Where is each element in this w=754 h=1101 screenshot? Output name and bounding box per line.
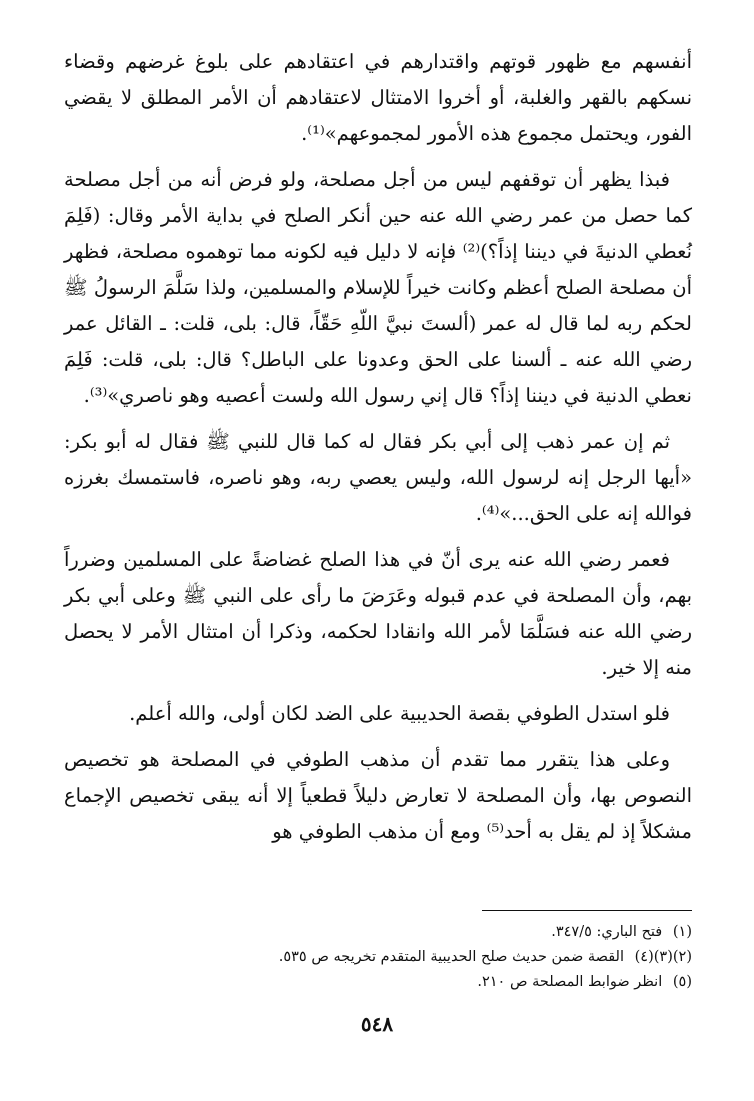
footnote-text: انظر ضوابط المصلحة ص ٢١٠. [477,974,663,990]
footnote-1 [64,920,692,945]
footnote-number: (٥) [672,974,692,990]
paragraph-5: فلو استدل الطوفي بقصة الحديبية على الضد لكان أولى، والله أعلم. [129,702,670,725]
paragraph-3: ثم إن عمر ذهب إلى أبي بكر فقال له كما قال للنبي ﷺ فقال له أبو بكر: «أيها الرجل إنه لرسول الله، وليس يعصي ربه، وهو ناصره، فاستمسك بغرزه فوالله إنه على الحق...»⁽⁴⁾. [64,430,692,525]
footnote-divider [482,910,692,911]
paragraph-6: وعلى هذا يتقرر مما تقدم أن مذهب الطوفي في المصلحة هو تخصيص النصوص بها، وأن المصلحة لا تعارض دليلاً قطعياً إلا أنه يبقى تخصيص الإجماع مشكلاً إذ لم يقل به أحد⁽⁵⁾ ومع أن مذهب الطوفي هو [64,748,692,843]
body-text [64,44,692,850]
footnote-number: (١) [672,924,692,940]
page-number: ٥٤٨ [360,1012,394,1036]
paragraph-4: فعمر رضي الله عنه يرى أنّ في هذا الصلح غضاضةً على المسلمين وضرراً بهم، وأن المصلحة في عدم قبوله وعَرَضَ ما رأى على النبي ﷺ وعلى أبي بكر رضي الله عنه فسَلَّمَا لأمر الله وانقادا لحكمه، وذكرا أن امتثال الأمر لا يحصل منه إلا خير. [64,548,692,679]
footnote-3 [64,970,692,995]
footnote-number: (٢)(٣)(٤) [634,949,692,965]
paragraph-2: فبذا يظهر أن توقفهم ليس من أجل مصلحة، ولو فرض أنه من أجل مصلحة كما حصل من عمر رضي الله عنه حين أنكر الصلح في بداية الأمر وقال: (فَلِمَ نُعطي الدنيةَ في ديننا إذاً؟)⁽²⁾ فإنه لا دليل فيه لكونه مما توهموه مصلحة، فظهر أن مصلحة الصلح أعظم وكانت خيراً للإسلام والمسلمين، ولذا سَلَّمَ الرسولُ ﷺ لحكم ربه لما قال له عمر (ألستَ نبيَّ اللّهِ حَقّاً، قال: بلى، قلت: ـ القائل عمر رضي الله عنه ـ ألسنا على الحق وعدونا على الباطل؟ قال: بلى، قلت: فَلِمَ نعطي الدنية في ديننا إذاً؟ قال إني رسول الله ولست أعصيه وهو ناصري»⁽³⁾. [64,168,692,407]
footnote-text: فتح الباري: ٣٤٧/٥. [551,924,663,940]
footnote-2 [64,945,692,970]
paragraph-1: أنفسهم مع ظهور قوتهم واقتدارهم في اعتقادهم على بلوغ غرضهم وقضاء نسكهم بالقهر والغلبة، أو أخروا الامتثال لاعتقادهم أن الأمر المطلق لا يقضي الفور، ويحتمل مجموع هذه الأمور لمجموعهم»⁽¹⁾. [64,50,692,145]
footnotes [64,920,692,995]
footnote-text: القصة ضمن حديث صلح الحديبية المتقدم تخريجه ص ٥٣٥. [278,949,624,965]
